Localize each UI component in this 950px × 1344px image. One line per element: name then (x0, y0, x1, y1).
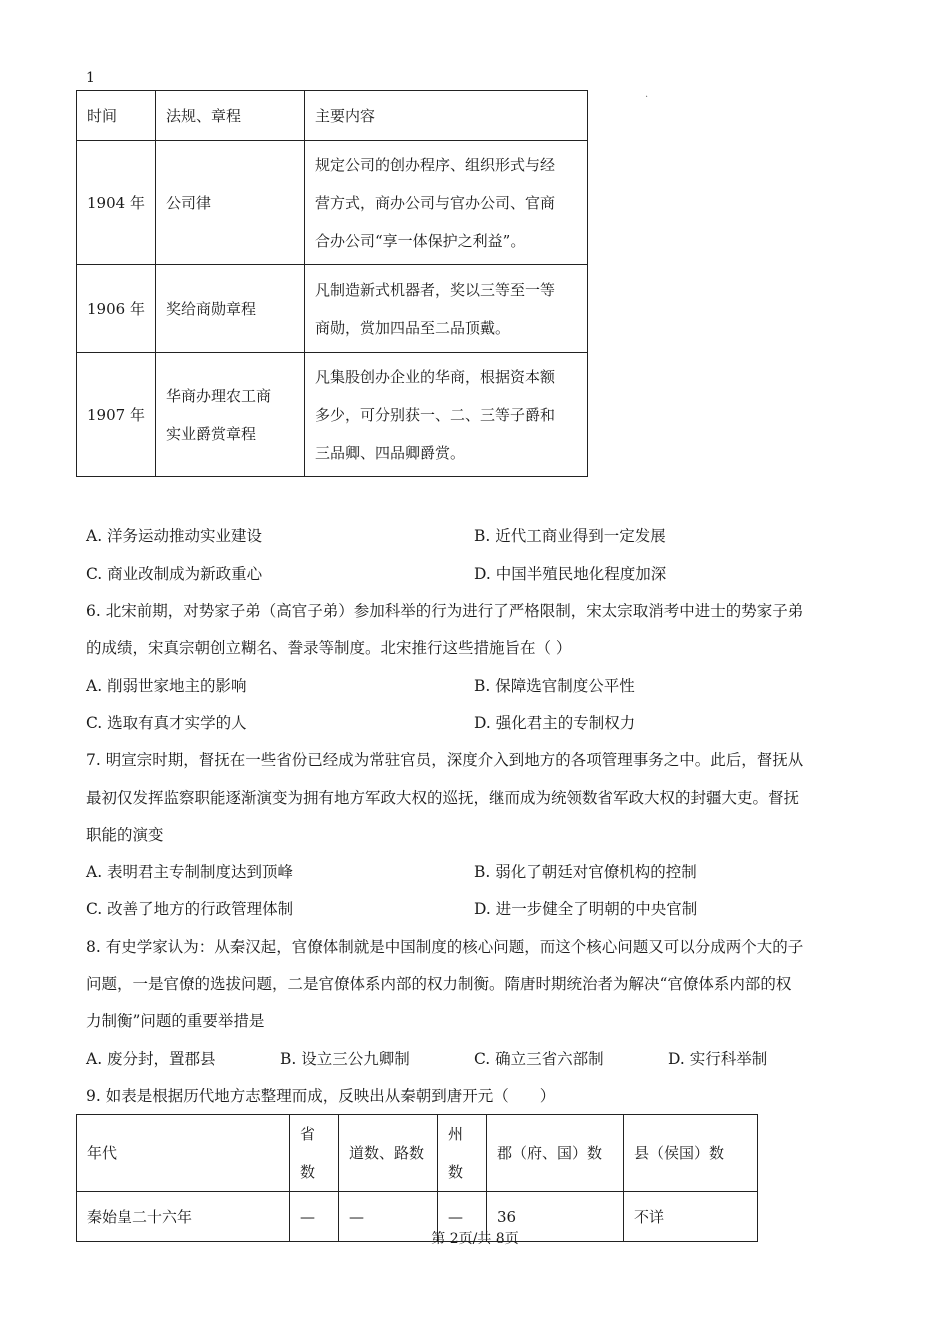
name-line: 华商办理农工商 (166, 386, 272, 405)
content-line: 三品卿、四品卿爵赏。 (315, 443, 466, 462)
table-header-row (77, 1115, 758, 1192)
content-line: 凡制造新式机器者，奖以三等至一等 (315, 280, 556, 299)
q9-stem-line: 9. 如表是根据历代地方志整理而成，反映出从秦朝到唐开元（ ） (86, 1087, 556, 1105)
name-cell (156, 265, 305, 353)
q7-option-b: B. 弱化了朝廷对官僚机构的控制 (474, 863, 697, 881)
q8-stem-line: 力制衡”问题的重要举措是 (86, 1012, 265, 1030)
q5-option-b: B. 近代工商业得到一定发展 (474, 527, 666, 545)
content-line: 多少，可分别获一、二、三等子爵和 (315, 405, 556, 424)
q8-option-d: D. 实行科举制 (668, 1050, 768, 1068)
table-cell: — (339, 1192, 438, 1242)
header-cell: 时间 (77, 91, 156, 141)
q7-option-d: D. 进一步健全了明朝的中央官制 (474, 900, 698, 918)
name-line: 实业爵赏章程 (166, 424, 257, 443)
q5-option-c: C. 商业改制成为新政重心 (86, 565, 263, 583)
header-cell: 省数 (290, 1115, 339, 1192)
stray-dot: · (645, 92, 649, 103)
q7-stem-line: 7. 明宣宗时期，督抚在一些省份已经成为常驻官员，深度介入到地方的各项管理事务之中。此后，督抚从 (86, 751, 804, 769)
table-cell: — (438, 1192, 487, 1242)
q5-option-a: A. 洋务运动推动实业建设 (86, 527, 263, 545)
table-cell: 秦始皇二十六年 (77, 1192, 290, 1242)
content-line: 规定公司的创办程序、组织形式与经 (315, 155, 556, 174)
q8-stem-line: 问题，一是官僚的选拔问题，二是官僚体系内部的权力制衡。隋唐时期统治者为解决“官僚体系内部的权 (86, 975, 792, 993)
header-cell: 法规、章程 (156, 91, 305, 141)
table-row (77, 353, 588, 477)
header-cell: 县（侯国）数 (624, 1115, 758, 1192)
q6-option-d: D. 强化君主的专制权力 (474, 714, 636, 732)
q8-option-c: C. 确立三省六部制 (474, 1050, 604, 1068)
content-cell (305, 353, 588, 477)
q8-stem-line: 8. 有史学家认为：从秦汉起，官僚体制就是中国制度的核心问题，而这个核心问题又可以分成两个大的子 (86, 938, 804, 956)
regulations-table (76, 90, 588, 477)
year-cell: 1907 年 (77, 353, 156, 477)
q7-stem-line: 职能的演变 (86, 826, 164, 844)
header-cell: 州数 (438, 1115, 487, 1192)
content-line: 营方式，商办公司与官办公司、官商 (315, 193, 556, 212)
q8-option-b: B. 设立三公九卿制 (280, 1050, 410, 1068)
name-line: 公司律 (166, 193, 212, 212)
year-cell: 1906 年 (77, 265, 156, 353)
q7-stem-line: 最初仅发挥监察职能逐渐演变为拥有地方军政大权的巡抚，继而成为统领数省军政大权的封疆大吏。督抚 (86, 789, 800, 807)
page-marker: 1 (86, 70, 95, 86)
content-line: 商勋，赏加四品至二品顶戴。 (315, 318, 511, 337)
header-cell: 年代 (77, 1115, 290, 1192)
content-line: 合办公司“享一体保护之利益”。 (315, 231, 526, 250)
page-footer: 第 2页/共 8页 (431, 1231, 519, 1247)
content-cell (305, 265, 588, 353)
content-line: 凡集股创办企业的华商，根据资本额 (315, 367, 556, 386)
q6-stem-line: 6. 北宋前期，对势家子弟（高官子弟）参加科举的行为进行了严格限制，宋太宗取消考中进士的势家子弟 (86, 602, 804, 620)
header-cell: 道数、路数 (339, 1115, 438, 1192)
table-row (77, 265, 588, 353)
q7-option-c: C. 改善了地方的行政管理体制 (86, 900, 294, 918)
table-cell: 36 (487, 1192, 624, 1242)
q5-option-d: D. 中国半殖民地化程度加深 (474, 565, 667, 583)
name-cell (156, 141, 305, 265)
table-row (77, 141, 588, 265)
header-cell: 主要内容 (305, 91, 588, 141)
administrative-divisions-table (76, 1114, 758, 1242)
table-cell: — (290, 1192, 339, 1242)
name-line: 奖给商勋章程 (166, 299, 257, 318)
q6-stem-line: 的成绩，宋真宗朝创立糊名、誊录等制度。北宋推行这些措施旨在（ ） (86, 639, 572, 657)
year-cell: 1904 年 (77, 141, 156, 265)
q8-option-a: A. 废分封，置郡县 (86, 1050, 216, 1068)
table-header-row (77, 91, 588, 141)
header-cell: 郡（府、国）数 (487, 1115, 624, 1192)
name-cell (156, 353, 305, 477)
q6-option-c: C. 选取有真才实学的人 (86, 714, 247, 732)
q7-option-a: A. 表明君主专制制度达到顶峰 (86, 863, 294, 881)
table-cell: 不详 (624, 1192, 758, 1242)
q6-option-b: B. 保障选官制度公平性 (474, 677, 635, 695)
q6-option-a: A. 削弱世家地主的影响 (86, 677, 247, 695)
content-cell (305, 141, 588, 265)
